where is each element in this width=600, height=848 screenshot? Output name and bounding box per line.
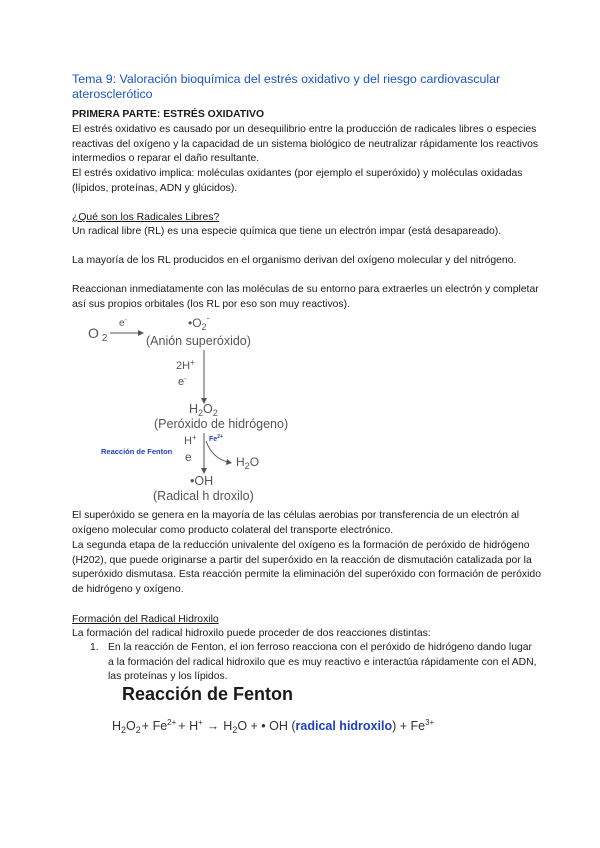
fenton-reaction-label: Reacción de Fenton [101,447,173,456]
list-number: 1. [90,642,99,653]
paragraph-oxidative-stress-definition: El estrés oxidativo es causado por un desequilibrio entre la producción de radicales libres o especies reactivas del oxígeno y la capacidad de un sistema biológico de neutralizar rápidamente los reactivos intermedios o reparar el daño resultante. [72,124,539,165]
electron-label-1: e- [119,317,127,329]
hydrogen-peroxide-label: (Peróxido de hidrógeno) [154,417,289,431]
oxygen-molecule: O $_2$ [88,325,108,344]
fenton-reaction-heading: Reacción de Fenton [122,684,294,704]
arrow-head-1 [138,330,144,336]
paragraph-superoxide-generation: El superóxido se genera en la mayoría de las células aerobias por transferencia de un electrón al oxígeno molecular como producto colateral del transporte electrónico. [72,510,520,536]
hydroxyl-radical-label: (Radical h droxilo) [153,489,254,503]
water-branch-arrow [206,441,228,462]
section-hydroxyl-heading: Formación del Radical Hidroxilo [72,614,219,625]
ferrous-iron-label: $Fe^{2+}$ [209,434,223,443]
hydrogen-peroxide-formula: $H_2O_2$ [189,402,218,418]
paragraph-hydroxyl-two-reactions: La formación del radical hidroxilo puede proceder de dos reacciones distintas: [72,628,431,639]
paragraph-hydrogen-peroxide-formation: La segunda etapa de la reducción univalente del oxígeno es la formación de peróxido de hidrógeno (H202), que puede originarse a partir del superóxido en la reacción de dismutación catalizada por la superóxido dismutasa. Esta reacción permite la eliminación del superóxido con formación de peróxido de hidrógeno y oxígeno. [72,540,541,595]
fenton-equation [112,712,452,738]
hydroxyl-formula: •OH [190,474,214,488]
paragraph-free-radical-origin: La mayoría de los RL producidos en el organismo derivan del oxígeno molecular y del nitrógeno. [72,255,517,266]
section-free-radicals-heading: ¿Qué son los Radicales Libres? [72,212,220,223]
proton-label: H+ [184,433,197,447]
part-one-heading: PRIMERA PARTE: ESTRÉS OXIDATIVO [72,109,265,120]
superoxide-anion-label: (Anión superóxido) [146,334,251,348]
two-protons-label: 2H+ [176,358,195,372]
electron-label-2: e- [178,374,187,388]
oxygen-reduction-diagram [88,313,298,505]
electron-label-3: e [185,450,192,464]
paragraph-free-radical-definition: Un radical libre (RL) es una especie química que tiene un electrón impar (está desapareado). [72,226,502,237]
arrow-head-4 [226,459,232,465]
document-title: Tema 9: Valoración bioquímica del estrés oxidativo y del riesgo cardiovascular aterosclerótico [72,72,501,101]
water-formula: $H_2O$ [236,455,260,471]
list-item-fenton: En la reacción de Fenton, el ion ferroso reacciona con el peróxido de hidrógeno dando lugar a la formación del radical hidroxilo que es muy reactivo e interactúa rápidamente con el ADN, las proteínas y los lípidos. [108,642,537,683]
paragraph-oxidative-stress-involves: El estrés oxidativo implica: moléculas oxidantes (por ejemplo el superóxido) y moléculas oxidadas (lípidos, proteínas, ADN y glúcidos). [72,168,523,194]
superoxide-formula: $•O_2^-$ [188,313,210,332]
paragraph-free-radical-reactivity: Reaccionan inmediatamente con las moléculas de su entorno para extraerles un electrón y completar así sus propios orbitales (los RL por eso son muy reactivos). [72,284,539,310]
fenton-equation-text: $H_2O_2+ Fe^{2+} + H^+ \to H_2O$ + • OH (radical hidroxilo) + $Fe^{3+}$ [112,718,435,735]
